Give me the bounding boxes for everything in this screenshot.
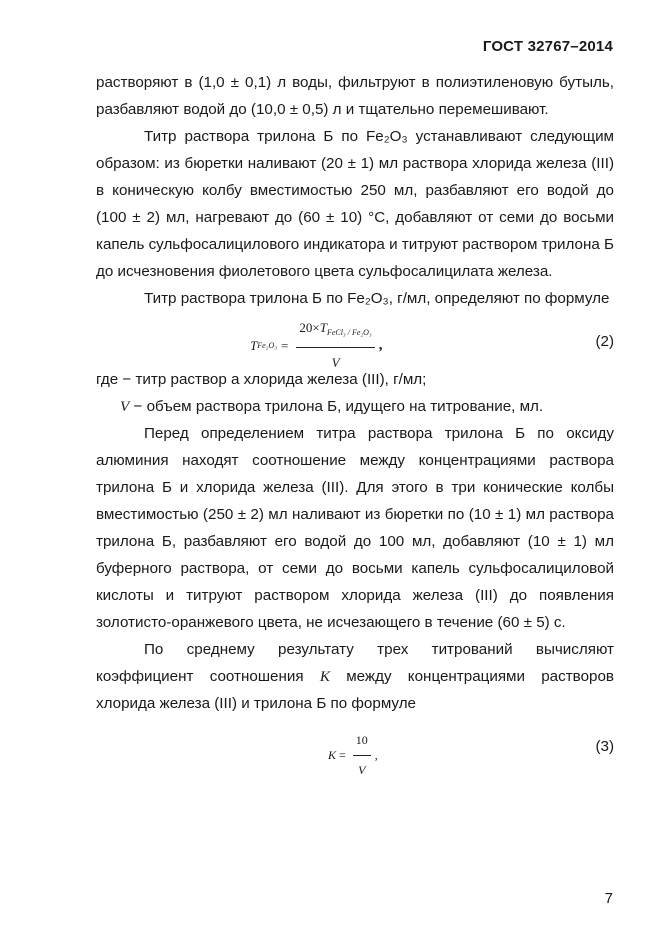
paragraph-5-part-a: По среднему результату трех титрований вычисляют коэффициент соотношения [96,641,614,685]
formula-2-numerator [296,314,374,348]
formula-2-fraction [296,314,374,376]
formula-3-equals: = [339,748,346,762]
formula-2-number: (2) [595,333,614,350]
body-text [96,69,614,777]
k-symbol: K [319,668,330,685]
v-definition-text: − объем раствора трилона Б, идущего на титрование, мл. [129,398,544,415]
formula-3-fraction [353,727,371,784]
paragraph-2: Титр раствора трилона Б по Fe₂O₃ устанавливают следующим образом: из бюретки наливают (20 ± 1) мл раствора хлорида железа (III) в коническую колбу вместимостью 250 мл, разбавляют его водой до (100 ± 2) мл, нагревают до (60 ± 10) °С, добавляют от семи до восьми капель сульфосалицилового индикатора и титруют раствором трилона Б до исчезновения фиолетового цвета сульфосалицилата железа. [96,128,614,280]
formula-2-num-subscript: FeCl₃ / Fe₂O₃ [326,328,372,337]
paragraph-5 [96,636,614,717]
formula-3-numerator: 10 [353,727,371,756]
formula-3-denominator: V [358,763,366,777]
v-symbol: V [120,398,130,415]
formula-2-num-prefix: 20× [299,320,320,335]
formula-2-lhs-subscript: Fe₂O₃ [257,340,278,350]
formula-2 [96,312,614,370]
formula-2-equals: = [281,337,289,353]
where-definition: где − титр раствор а хлорида железа (III), г/мл; [96,371,427,388]
formula-3-lhs: K [328,748,337,762]
v-definition [96,393,614,420]
formula-2-lhs: T [250,337,258,353]
document-header: ГОСТ 32767–2014 [482,38,613,55]
formula-3-expression [328,727,378,784]
paragraph-5-part-b: между концентрациями растворов хлорида железа (III) и трилона Б по формуле [96,668,614,712]
page-number: 7 [604,890,613,907]
formula-3 [96,723,614,777]
formula-2-denominator: V [331,355,340,370]
formula-2-trail: , [378,336,383,353]
paragraph-1: растворяют в (1,0 ± 0,1) л воды, фильтруют в полиэтиленовую бутыль, разбавляют водой до (10,0 ± 0,5) л и тщательно перемешивают. [96,74,614,118]
paragraph-4: Перед определением титра раствора трилона Б по оксиду алюминия находят соотношение между концентрациями раствора трилона Б и хлорида железа (III). Для этого в три конические колбы вместимостью (250 ± 2) мл наливают из бюретки по (10 ± 1) мл раствора трилона Б, разбавляют его водой до 100 мл, добавляют (10 ± 1) мл буферного раствора, от семи до восьми капель сульфосалициловой кислоты и титруют раствором хлорида железа (III) до появления золотисто-оранжевого цвета, не исчезающего в течение (60 ± 5) с. [96,425,614,631]
formula-2-expression [250,314,382,376]
formula-2-num-T: T [319,320,327,335]
formula-3-trail: , [374,748,378,762]
paragraph-3: Титр раствора трилона Б по Fe₂O₃, г/мл, определяют по формуле [144,290,610,307]
formula-3-number: (3) [595,738,614,755]
